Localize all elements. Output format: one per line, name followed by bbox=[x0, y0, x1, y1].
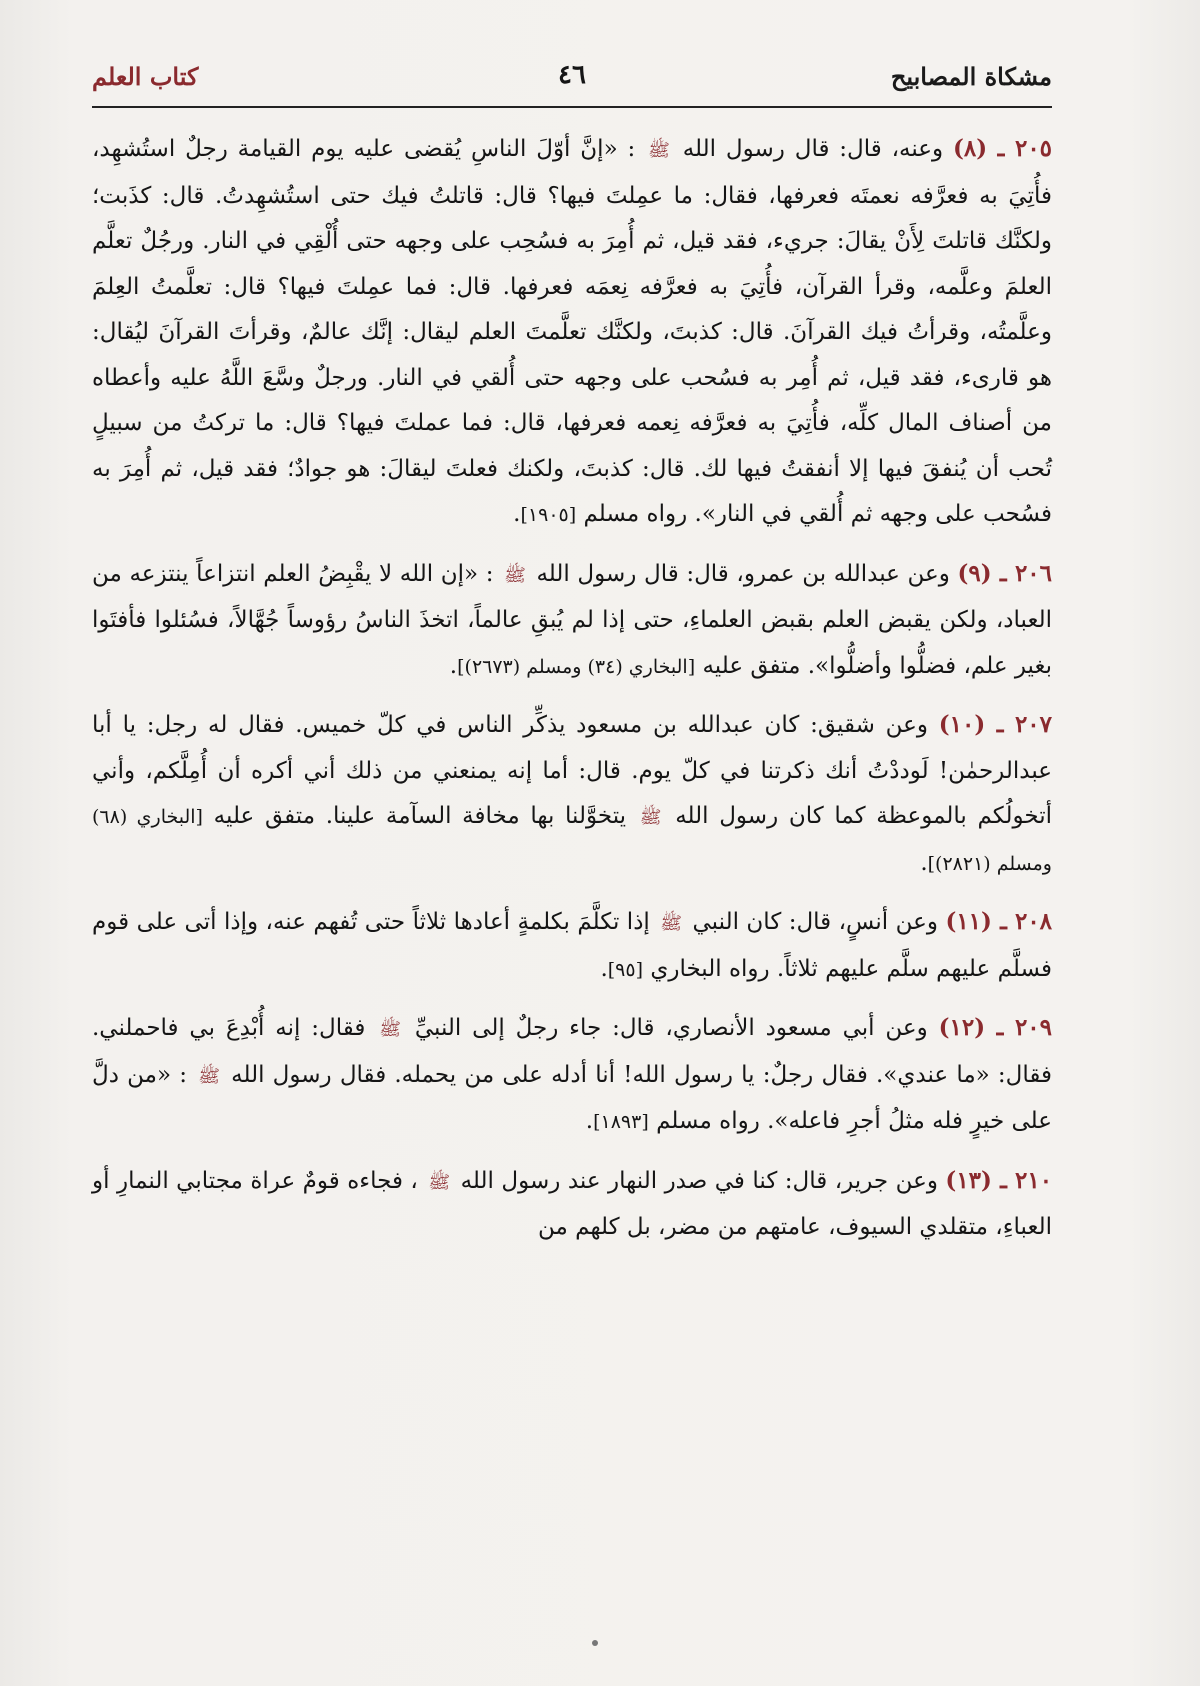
hadith-text: وعنه، قال: قال رسول الله bbox=[682, 136, 944, 162]
hadith-205 bbox=[92, 126, 1052, 539]
hadith-text: وعن شقيق: كان عبدالله بن مسعود يذكِّر الناس في كلّ خميس. فقال له رجل: يا أبا عبدالرحمٰن! لَوددْتُ أنك ذكرتنا في كلّ يوم. قال: أما إنه يمنعني من ذلك أني أكره أن أُمِلَّكم، وأني أتخولُكم بالموعظة كما كان رسول الله bbox=[92, 712, 1053, 829]
hadith-text: يتخوَّلنا بها مخافة السآمة علينا. متفق عليه bbox=[213, 803, 627, 829]
hadith-number: ٢٠٨ ـ (١١) bbox=[945, 908, 1053, 935]
salla-icon: ﷺ bbox=[660, 913, 683, 934]
salla-icon: ﷺ bbox=[379, 1019, 401, 1040]
hadith-209 bbox=[92, 1005, 1052, 1146]
hadith-207 bbox=[92, 702, 1052, 887]
page-speck bbox=[592, 1640, 598, 1646]
hadith-text-body bbox=[92, 126, 1052, 1263]
salla-icon: ﷺ bbox=[198, 1065, 220, 1087]
hadith-text: وعن عبدالله بن عمرو، قال: قال رسول الله bbox=[536, 560, 950, 587]
hadith-text: : «إن الله لا يقْبِضُ العلم انتزاعاً ينتزعه من العباد، ولكن يقبض العلم بقبض العلماءِ، حتى إذا لم يُبقِ عالماً، اتخذَ الناسُ رؤوساً جُهَّالاً، فسُئلوا فأفتَوا بغير علم، فضلُّوا وأضلُّوا». متفق عليه bbox=[92, 560, 1052, 679]
hadith-206 bbox=[92, 551, 1052, 691]
hadith-reference: [البخاري (٦٨) ومسلم (٢٨٢١)] bbox=[92, 806, 1052, 875]
hadith-reference: [٩٥] bbox=[607, 958, 644, 981]
salla-icon: ﷺ bbox=[428, 1171, 451, 1193]
hadith-text: : «إنَّ أوّلَ الناسِ يُقضى عليه يوم القيامة رجلٌ استُشهِد، فأُتِيَ به فعرَّفه نعمتَه فعرفها، فقال: ما عمِلتَ فيها؟ قال: قاتلتُ فيك حتى استُشهِدتُ. قال: كذَبت؛ ولكنَّك قاتلتَ لِأَنْ يقالَ: جريء، فقد قيل، ثم أُمِرَ به فسُحِب على وجهه حتى أُلْقِي في النار. ورجُلٌ تعلَّم العلمَ وعلَّمه، وقرأ القرآن، فأُتِيَ به فعرَّفه نِعمَه فعرفها. قال: فما عمِلتَ فيها؟ قال: تعلَّمتُ العِلمَ وعلَّمتُه، وقرأتُ فيك القرآنَ. قال: كذبتَ، ولكنَّك تعلَّمتَ العلم ليقال: إنَّك عالمٌ، وقرأتَ القرآنَ ليُقال: هو قارىء، فقد قيل، ثم أُمِر به فسُحب على وجهه حتى أُلقي في النار. ورجلٌ وسَّعَ اللَّهُ عليه وأعطاه من أصناف المال كلِّه، فأُتِيَ به فعرَّفه نِعمه فعرفها، قال: فما عملتَ فيها؟ قال: ما تركتُ من سبيلٍ تُحب أن يُنفقَ فيها إلا أنفقتُ فيها لك. قال: كذبتَ، ولكنك فعلتَ ليقالَ: هو جوادٌ؛ فقد قيل، ثم أُمِرَ به فسُحب على وجهه ثم أُلقي في النار». رواه مسلم bbox=[92, 136, 1052, 527]
hadith-number: ٢٠٩ ـ (١٢) bbox=[938, 1014, 1052, 1041]
page-number: ٤٦ bbox=[558, 60, 586, 90]
hadith-text: وعن أنسٍ، قال: كان النبي bbox=[692, 909, 938, 935]
book-title: مشكاة المصابيح bbox=[890, 62, 1052, 91]
hadith-end: . bbox=[600, 955, 608, 982]
hadith-210 bbox=[92, 1158, 1052, 1251]
salla-icon: ﷺ bbox=[648, 140, 670, 161]
hadith-text: وعن جرير، قال: كنا في صدر النهار عند رسول الله bbox=[460, 1167, 938, 1194]
hadith-reference: [البخاري (٣٤) ومسلم (٢٦٧٣)] bbox=[457, 655, 696, 678]
salla-icon: ﷺ bbox=[504, 564, 526, 586]
hadith-end: . bbox=[449, 652, 458, 679]
chapter-title: كتاب العلم bbox=[92, 62, 199, 91]
hadith-text: وعن أبي مسعود الأنصاري، قال: جاء رجلٌ إلى النبيِّ bbox=[414, 1015, 928, 1041]
hadith-number: ٢٠٧ ـ (١٠) bbox=[938, 711, 1052, 738]
hadith-text: ، فجاءه قومٌ عراة مجتابي النمارِ أو العباءِ، متقلدي السيوف، عامتهم من مضر، بل كلهم من bbox=[92, 1167, 1052, 1240]
hadith-end: . bbox=[513, 501, 521, 527]
hadith-208 bbox=[92, 899, 1052, 993]
running-header bbox=[92, 50, 1052, 106]
hadith-reference: [١٩٠٥] bbox=[520, 504, 577, 526]
hadith-number: ٢١٠ ـ (١٣) bbox=[945, 1166, 1053, 1194]
hadith-text: : «من دلَّ على خيرٍ فله مثلُ أجرِ فاعله». رواه مسلم bbox=[92, 1061, 1052, 1134]
hadith-number: ٢٠٦ ـ (٩) bbox=[957, 559, 1053, 587]
header-rule bbox=[92, 106, 1052, 108]
hadith-number: ٢٠٥ ـ (٨) bbox=[953, 135, 1053, 162]
hadith-reference: [١٨٩٣] bbox=[593, 1111, 649, 1133]
hadith-end: . bbox=[585, 1108, 594, 1134]
hadith-end: . bbox=[920, 849, 928, 876]
hadith-text: فقال: إنه أُبْدِعَ بي فاحملني. فقال: «ما عندي». فقال رجلٌ: يا رسول الله! أنا أدله على من يحمله. فقال رسول الله bbox=[92, 1015, 1053, 1088]
hadith-text: إذا تكلَّمَ بكلمةٍ أعادها ثلاثاً حتى تُفهم عنه، وإذا أتى على قوم فسلَّم عليهم سلَّم عليهم ثلاثاً. رواه البخاري bbox=[92, 909, 1052, 982]
salla-icon: ﷺ bbox=[639, 807, 662, 828]
